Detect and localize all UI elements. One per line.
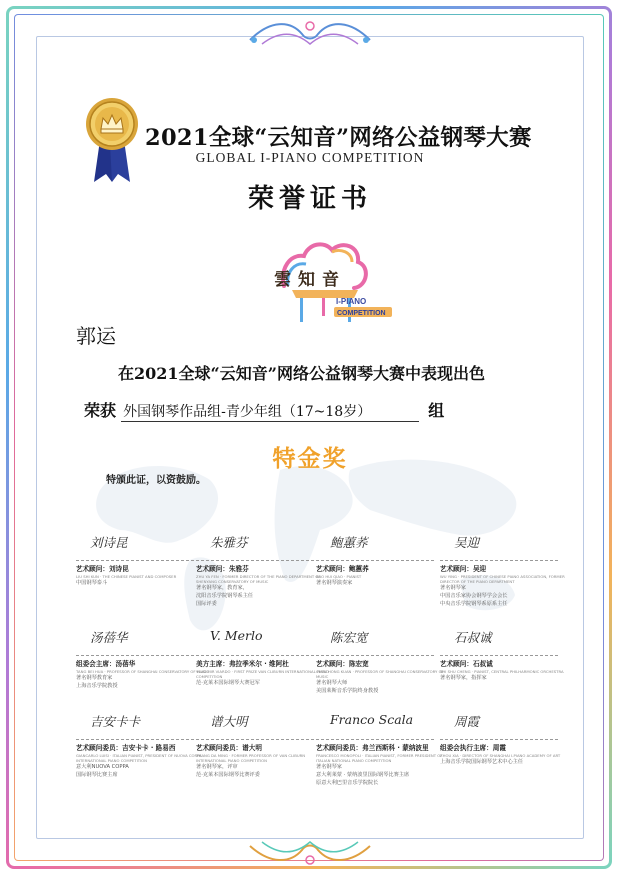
advisor-block xyxy=(196,533,336,608)
signature: 吴迎 xyxy=(454,535,480,550)
advisor-desc: 著名钢琴家 xyxy=(440,585,466,591)
advisor-desc: 著名钢琴家 xyxy=(316,764,342,770)
advisor-desc: 意大利NUOVA COPPA xyxy=(76,764,129,770)
advisor-desc: 意大利莱蒙 · 蒙纳波里国际钢琴比赛主席 xyxy=(316,772,410,778)
signature-rule xyxy=(196,560,314,561)
i-piano-logo-icon xyxy=(262,228,392,328)
advisor-english: SHI SHU CHENG · PIANIST, CENTRAL PHILHARMONIC ORCHESTRA xyxy=(440,669,564,674)
logo-char-3: 音 xyxy=(322,270,339,290)
advisor-block xyxy=(196,712,336,779)
bottom-ornament-icon xyxy=(240,838,380,868)
honor-certificate-heading: 荣誉证书 xyxy=(247,184,372,214)
signature-rule xyxy=(76,560,194,561)
signature-rule xyxy=(76,739,194,740)
advisor-title: 艺术顾问：朱雅芬 xyxy=(196,565,249,573)
signature: 汤蓓华 xyxy=(90,630,128,645)
advisor-title: 组委会主席：汤蓓华 xyxy=(76,660,136,668)
advisor-english: LIU SHI KUN · THE CHINESE PIANIST AND COMPOSER xyxy=(76,574,177,579)
advisor-title: 艺术顾问：鲍蕙荞 xyxy=(316,565,369,573)
advisor-title: 艺术顾问：陈宏宽 xyxy=(316,660,369,668)
advisor-block xyxy=(76,712,216,779)
award-prefix: 荣获 xyxy=(84,401,117,420)
competition-title: 2021全球“云知音”网络公益钢琴大赛 xyxy=(145,125,532,151)
advisor-desc: 美国莱斯音乐学院终身教授 xyxy=(316,688,379,694)
award-category: 外国钢琴作品组-青少年组（17~18岁） xyxy=(121,401,419,422)
award-category-suffix: 组 xyxy=(428,401,445,420)
achievement-text: 在2021全球“云知音”网络公益钢琴大赛中表现出色 xyxy=(118,364,485,383)
signature: 吉安卡卡 xyxy=(90,714,141,729)
advisor-title: 艺术顾问委员：谱大明 xyxy=(196,744,262,752)
logo-char-1: 雲 xyxy=(274,270,291,290)
advisor-title: 美方主席：弗拉季米尔 · 维阿杜 xyxy=(196,660,289,668)
advisor-desc: 上海音乐学院教授 xyxy=(76,683,118,689)
advisor-english: GIANCARLO LUISI · ITALIAN PIANIST, PRESIDENT OF NUOVA COPPA INTERNATIONAL PIANO COMPETITION xyxy=(76,753,202,763)
signature-rule xyxy=(196,655,314,656)
advisor-title: 艺术顾问委员：弗兰西斯科 · 蒙纳波里 xyxy=(316,744,429,752)
signature: 谱大明 xyxy=(210,714,248,729)
advisor-title: 艺术顾问委员：吉安卡卡 · 路易西 xyxy=(76,744,176,752)
signature-rule xyxy=(196,739,314,740)
signature: 朱雅芬 xyxy=(210,535,248,550)
recipient-name: 郭运 xyxy=(76,324,116,348)
signature: 陈宏宽 xyxy=(330,630,368,645)
award-level: 特金奖 xyxy=(272,445,348,472)
advisor-desc: 中国音乐家协会钢琴学会会长 xyxy=(440,593,508,599)
advisor-english: ZHANG DA MING · FORMER PROFESSOR OF VAN CLIBURN INTERNATIONAL PIANO COMPETITION xyxy=(196,753,306,763)
advisor-block xyxy=(316,628,456,695)
advisor-desc: 著名钢琴家，评审 xyxy=(196,764,238,770)
advisor-english: TANG BEI HUA · PROFESSOR OF SHANGHAI CONSERVATORY OF MUSIC xyxy=(76,669,209,674)
advisor-english: CHEN HONG KUAN · PROFESSOR OF SHANGHAI CONSERVATORY OF MUSIC xyxy=(316,669,444,679)
advisor-desc: 著名钢琴教育家 xyxy=(76,675,113,681)
signature-rule xyxy=(440,560,558,561)
advisor-english: VLADIMIR VIARDO · FIRST PRIZE VAN CLIBURN INTERNATIONAL PIANO COMPETITION xyxy=(196,669,329,679)
advisor-desc: 中国钢琴泰斗 xyxy=(76,580,108,586)
advisor-desc: 著名钢琴家，教育家， xyxy=(196,585,248,591)
advisor-block xyxy=(76,628,216,690)
signature-rule xyxy=(440,739,558,740)
advisor-desc: 范·克莱本国际钢琴大赛冠军 xyxy=(196,680,260,686)
logo-char-2: 知 xyxy=(298,270,315,290)
advisor-desc: 国际钢琴比赛主席 xyxy=(76,772,118,778)
advisor-desc: 中央音乐学院钢琴系原系主任 xyxy=(440,601,508,607)
advisor-block xyxy=(196,628,336,687)
top-ornament-icon xyxy=(240,16,380,50)
advisor-block xyxy=(440,533,580,608)
advisor-desc: 范·克莱本国际钢琴比赛评委 xyxy=(196,772,260,778)
advisor-block xyxy=(76,533,216,587)
signature-rule xyxy=(440,655,558,656)
competition-title-english: GLOBAL I-PIANO COMPETITION xyxy=(195,150,425,165)
advisor-block xyxy=(316,712,456,787)
advisor-desc: 著名钢琴演奏家 xyxy=(316,580,353,586)
advisor-english: ZHOU XIA · DIRECTOR OF SHANGHAI I-PIANO ACADEMY OF ART xyxy=(440,753,561,758)
signature-rule xyxy=(316,739,434,740)
advisor-title: 艺术顾问：石叔诚 xyxy=(440,660,493,668)
advisor-block xyxy=(440,712,580,766)
advisor-desc: 原意大利巴里音乐学院院长 xyxy=(316,780,379,786)
award-category-line xyxy=(84,398,444,422)
advisor-desc: 著名钢琴大师 xyxy=(316,680,348,686)
signature: 石叔诚 xyxy=(454,630,492,645)
advisor-desc: 著名钢琴家，指挥家 xyxy=(440,675,487,681)
signature-rule xyxy=(316,655,434,656)
signature-rule xyxy=(316,560,434,561)
advisor-block xyxy=(440,628,580,682)
advisor-english: ZHU YA FEN · FORMER DIRECTOR OF THE PIANO DEPARTMENT OF SHENYANG CONSERVATORY OF MUSIC xyxy=(196,574,321,584)
logo-brand-bottom: COMPETITION xyxy=(337,310,386,317)
logo-brand-top: I-PIANO xyxy=(336,297,367,306)
advisor-english: BAO HUI QIAO · PIANIST xyxy=(316,574,362,579)
signature: 刘诗昆 xyxy=(90,535,128,550)
advisor-english: WU YING · PRESIDENT OF CHINESE PIANO ASSOCIATION, FORMER DIRECTOR OF THE PIANO DEPARTMENT xyxy=(440,574,565,584)
signature-rule xyxy=(76,655,194,656)
signature: V. Merlo xyxy=(210,628,263,643)
advisor-desc: 国际评委 xyxy=(196,601,217,607)
signature: 周霞 xyxy=(454,714,480,729)
signature: Franco Scala xyxy=(330,712,414,727)
signature: 鲍蕙荞 xyxy=(330,535,368,550)
award-note: 特颁此证，以资鼓励。 xyxy=(106,475,206,486)
advisor-title: 艺术顾问：刘诗昆 xyxy=(76,565,129,573)
advisor-title: 组委会执行主席：周霞 xyxy=(440,744,506,752)
advisor-block xyxy=(316,533,456,587)
gold-medal-icon xyxy=(84,96,140,184)
advisor-desc: 上海音乐学院国际钢琴艺术中心主任 xyxy=(440,759,524,765)
advisor-title: 艺术顾问：吴迎 xyxy=(440,565,487,573)
advisor-desc: 沈阳音乐学院钢琴系主任 xyxy=(196,593,254,599)
advisor-english: FRANCESCO MONOPOLI · ITALIAN PIANIST, FORMER PRESIDENT OF ITALIAN NATIONAL PIANO COMPETITION xyxy=(316,753,443,763)
